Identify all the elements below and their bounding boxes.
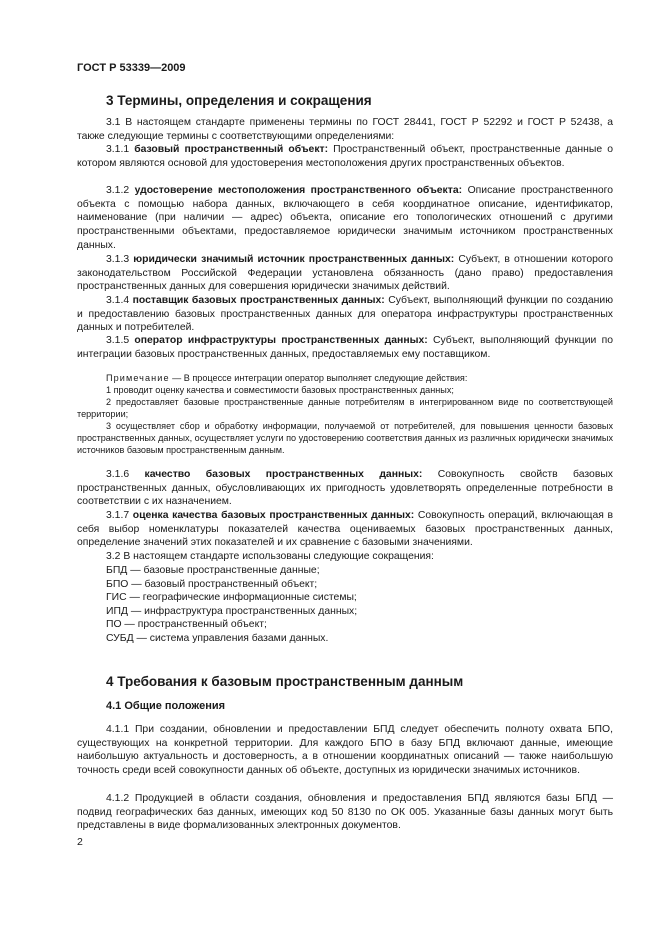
paragraph-4-1-1: 4.1.1 При создании, обновлении и предоставлении БПД следует обеспечить полноту охвата БПО, существующих на конкретной территории. Для каждого БПО в базу БПД включают данные, имеющие наибольшую актуальность и достоверность, а в отношении координатных описаний — также наибольшую точность среди всей совокупности данных об объекте, доступных из юридически значимых источников. [77, 724, 613, 777]
term-3-1-1 [77, 143, 613, 170]
abbreviation-item: ПО — пространственный объект; [106, 619, 267, 630]
term-3-1-2 [77, 184, 613, 253]
abbreviation-item: БПД — базовые пространственные данные; [106, 565, 320, 576]
section-4-title: 4 Требования к базовым пространственным данным [106, 674, 464, 689]
term-name: оператор инфраструктуры пространственных данных: [134, 335, 428, 346]
term-number: 3.1.1 [106, 144, 130, 155]
term-name: базовый пространственный объект: [134, 144, 329, 155]
term-number: 3.1.2 [106, 185, 130, 196]
term-name: удостоверение местоположения пространственного объекта: [134, 185, 463, 196]
term-3-1-3 [77, 253, 613, 294]
term-definition: Субъект, выполняющий функции по интеграции базовых пространственных данных, предоставляемых ему поставщиком. [77, 335, 614, 360]
term-3-1-6 [77, 468, 613, 509]
note-item-1: 1 проводит оценку качества и совместимости базовых пространственных данных; [106, 385, 454, 395]
note-item-2: 2 предоставляет базовые пространственные данные потребителям в интегрированном виде по соответствующей территории; [77, 397, 613, 420]
abbreviation-item: БПО — базовый пространственный объект; [106, 579, 318, 590]
abbreviation-item: ГИС — географические информационные системы; [106, 592, 357, 603]
term-3-1-5 [77, 334, 613, 361]
subsection-4-1-title: 4.1 Общие положения [106, 700, 226, 712]
term-definition: Субъект, выполняющий функции по созданию и предоставлению базовых пространственных данных для оператора инфраструктуры пространственных данных и потребителей. [77, 295, 613, 334]
term-name: качество базовых пространственных данных: [144, 469, 423, 480]
term-name: юридически значимый источник пространственных данных: [133, 254, 455, 265]
term-definition: Субъект, в отношении которого законодательством Российской Федерации установлена обязанность (дано право) предоставления пространственных данных для совершения юридически значимых действий. [77, 254, 614, 293]
term-number: 3.1.6 [106, 469, 130, 480]
note-intro-text: — В процессе интеграции оператор выполняет следующие действия: [172, 373, 468, 383]
term-name: поставщик базовых пространственных данных: [132, 295, 385, 306]
term-number: 3.1.4 [106, 295, 130, 306]
paragraph-3-1: 3.1 В настоящем стандарте применены термины по ГОСТ 28441, ГОСТ Р 52292 и ГОСТ Р 52438, а также следующие термины с соответствующими определениями: [77, 117, 613, 142]
term-definition: Пространственный объект, пространственные данные о котором являются основой для удостоверения местоположения других пространственных объектов. [77, 144, 613, 169]
term-number: 3.1.3 [106, 254, 130, 265]
term-definition: Совокупность операций, включающая в себя выбор номенклатуры показателей качества оцениваемых базовых пространственных данных, определение значений этих показателей и их сравнение с базовыми значениями. [77, 510, 614, 549]
page-number: 2 [77, 836, 83, 848]
section-3-title: 3 Термины, определения и сокращения [106, 93, 372, 108]
term-name: оценка качества базовых пространственных данных: [132, 510, 415, 521]
note-item-3: 3 осуществляет сбор и обработку информации, получаемой от потребителей, для повышения ценности базовых пространственных данных, осуществляет услуги по удостоверению соответствия данных из различных юридически значимых источников базовым пространственным данным. [77, 421, 613, 456]
document-header: ГОСТ Р 53339—2009 [77, 62, 186, 74]
term-3-1-7 [77, 509, 613, 550]
term-definition: Описание пространственного объекта с помощью набора данных, включающего в себя координатное описание, идентификатор, наименование (при наличии — адрес) объекта, описание его топологических отношений с другими пространственными объектами, предоставляемое юридически значимым источником пространственных данных. [77, 185, 613, 251]
note-intro [77, 372, 613, 384]
term-3-1-4 [77, 294, 613, 335]
note-label: Примечание [106, 373, 170, 383]
paragraph-4-1-2: 4.1.2 Продукцией в области создания, обновления и предоставления БПД являются базы БПД — подвид географических баз данных, имеющих код 50 8130 по ОК 005. Указанные базы данных могут быть представлены в виде формализованных электронных документов. [77, 793, 613, 832]
term-definition: Совокупность свойств базовых пространственных данных, обусловливающих их пригодность удовлетворять определенные потребности в соответствии с их назначением. [77, 469, 613, 508]
term-number: 3.1.7 [106, 510, 130, 521]
paragraph-3-2: 3.2 В настоящем стандарте использованы следующие сокращения: [106, 551, 434, 562]
abbreviation-item: СУБД — система управления базами данных. [106, 633, 329, 644]
term-number: 3.1.5 [106, 335, 130, 346]
abbreviation-item: ИПД — инфраструктура пространственных данных; [106, 606, 358, 617]
